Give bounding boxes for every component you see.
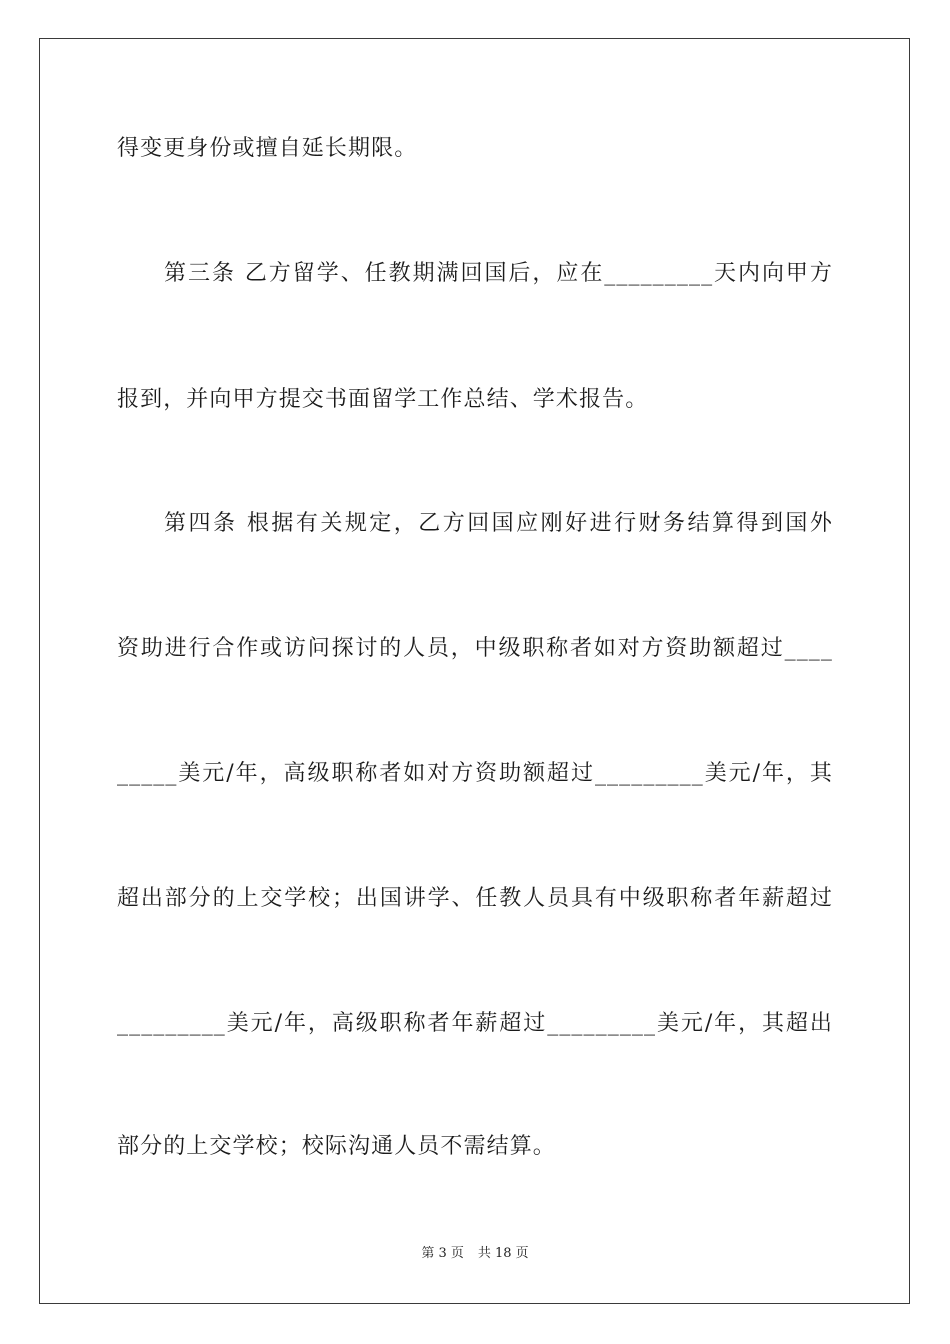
body-line-5: 资助进行合作或访问探讨的人员，中级职称者如对方资助额超过____	[117, 636, 833, 661]
body-line-6: _____美元/年，高级职称者如对方资助额超过_________美元/年，其	[117, 761, 833, 786]
article-3-heading-line: 第三条 乙方留学、任教期满回国后，应在_________天内向甲方	[164, 261, 833, 286]
body-line-9: 部分的上交学校；校际沟通人员不需结算。	[117, 1134, 556, 1159]
page-footer	[0, 1245, 950, 1263]
page-border	[39, 38, 910, 1304]
body-line-1: 得变更身份或擅自延长期限。	[117, 136, 418, 161]
body-line-7: 超出部分的上交学校；出国讲学、任教人员具有中级职称者年薪超过	[117, 886, 833, 911]
total-pages: 共 18 页	[477, 1246, 529, 1261]
article-4-heading-line: 第四条 根据有关规定，乙方回国应刚好进行财务结算得到国外	[164, 511, 833, 536]
page-number: 第 3 页	[421, 1246, 464, 1261]
body-line-8: _________美元/年，高级职称者年薪超过_________美元/年，其超出	[117, 1011, 833, 1036]
body-line-3: 报到，并向甲方提交书面留学工作总结、学术报告。	[117, 387, 649, 412]
